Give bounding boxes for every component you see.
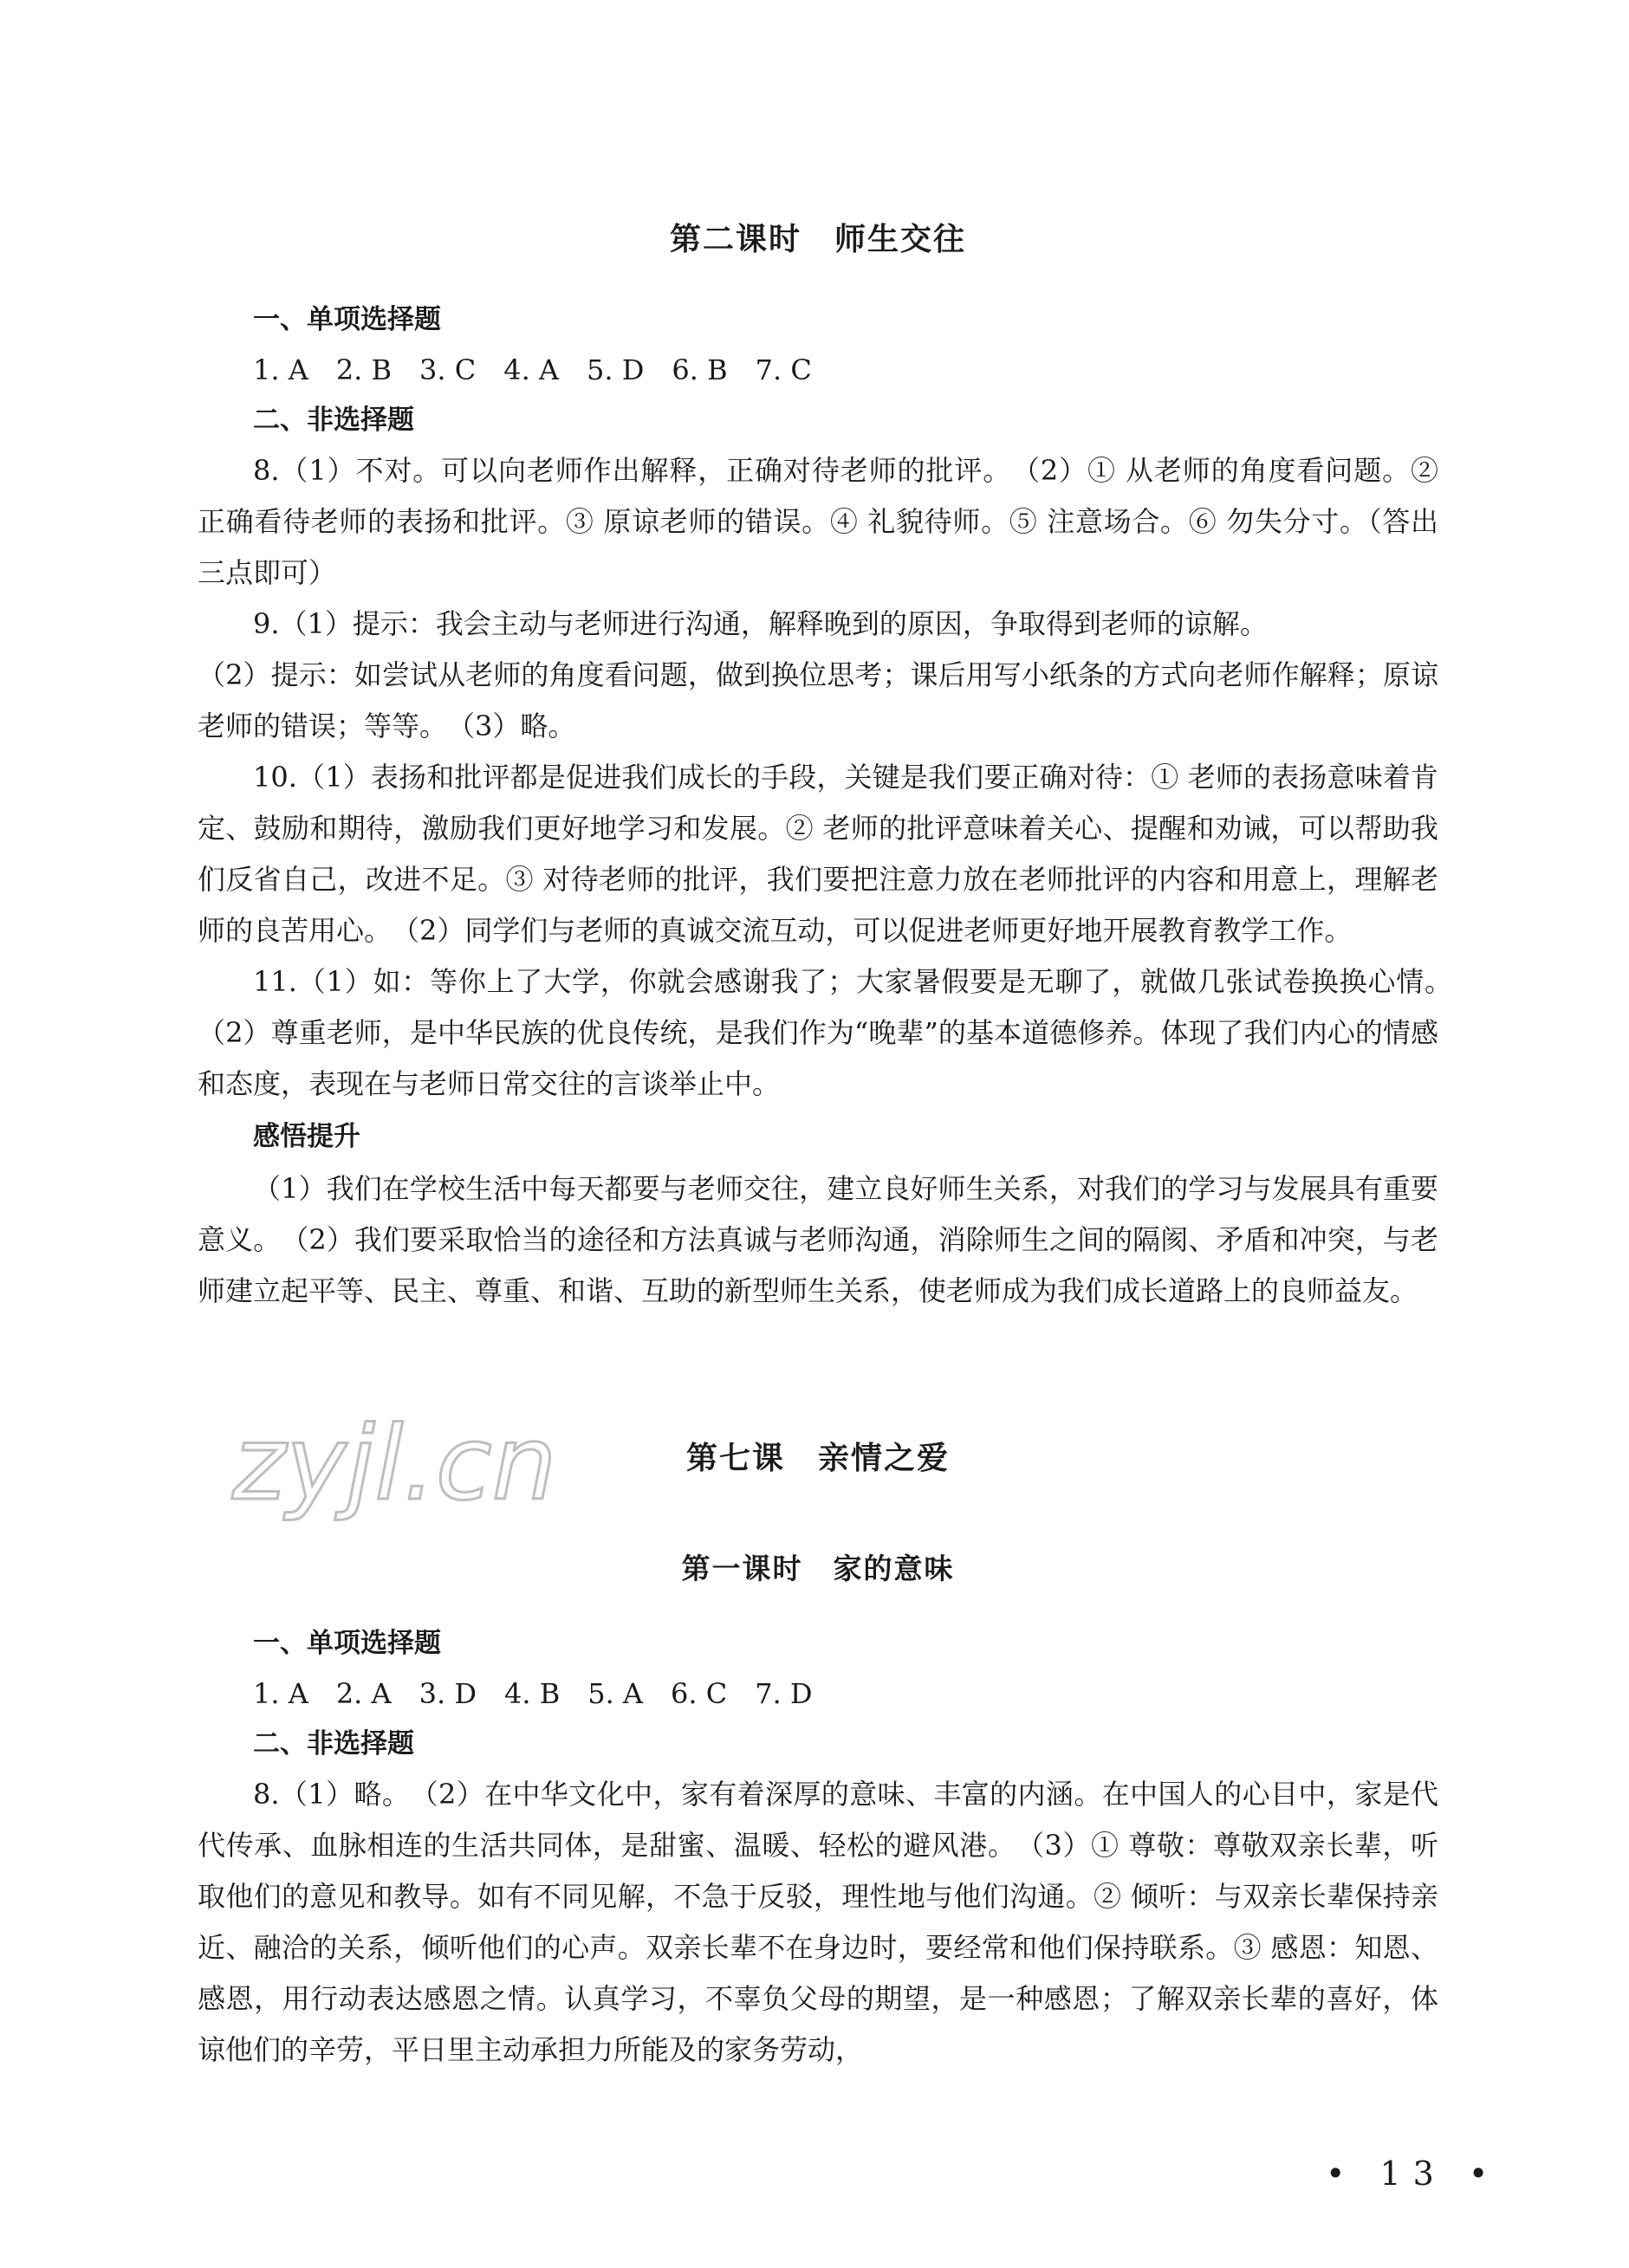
watermark-text: zyjl.cn <box>232 1403 557 1523</box>
single-choice-answers-2: 1. A 2. A 3. D 4. B 5. A 6. C 7. D <box>253 1677 813 1710</box>
answer-q10: 10.（1）表扬和批评都是促进我们成长的手段，关键是我们要正确对待：① 老师的表扬意味着肯定、鼓励和期待，激励我们更好地学习和发展。② 老师的批评意味着关心、提醒和劝诫，可以帮助我们反省自己，改进不足。③ 对待老师的批评，我们要把注意力放在老师批评的内容和用意上，理解老师的良苦用心。 （2）同学们与老师的真诚交流互动，可以促进老师更好地开展教育教学工作。 <box>198 761 1438 947</box>
lesson-section-title: 第二课时 师生交往 <box>669 222 966 257</box>
single-choice-heading: 一、单项选择题 <box>253 304 441 335</box>
answer-q9-part1: 9.（1）提示：我会主动与老师进行沟通，解释晚到的原因，争取得到老师的谅解。 <box>253 607 1268 640</box>
non-choice-heading: 二、非选择题 <box>253 405 414 436</box>
lesson-title: 第七课 亲情之爱 <box>685 1441 950 1476</box>
insight-heading: 感悟提升 <box>253 1121 360 1152</box>
answer-q8-2: 8.（1）略。 （2）在中华文化中，家有着深厚的意味、丰富的内涵。在中国人的心目中，家是代代传承、血脉相连的生活共同体，是甜蜜、温暖、轻松的避风港。 （3）① 尊敬：尊敬双亲长辈，听取他们的意见和教导。如有不同见解，不急于反驳，理性地与他们沟通。② 倾听：与双亲长辈保持亲近、融洽的关系，倾听他们的心声。双亲长辈不在身边时，要经常和他们保持联系。③ 感恩：知恩、感恩，用行动表达感恩之情。认真学习，不辜负父母的期望，是一种感恩；了解双亲长辈的喜好，体谅他们的辛劳，平日里主动承担力所能及的家务劳动， <box>198 1778 1438 2066</box>
answer-q11: 11.（1）如：等你上了大学，你就会感谢我了；大家暑假要是无聊了，就做几张试卷换换心情。 （2）尊重老师，是中华民族的优良传统，是我们作为“晚辈”的基本道德修养。体现了我们内心的情感和态度，表现在与老师日常交往的言谈举止中。 <box>198 965 1467 1100</box>
lesson-section-title-2: 第一课时 家的意味 <box>681 1552 955 1585</box>
non-choice-heading-2: 二、非选择题 <box>253 1728 414 1759</box>
single-choice-answers: 1. A 2. B 3. C 4. A 5. D 6. B 7. C <box>253 353 812 386</box>
single-choice-heading-2: 一、单项选择题 <box>253 1628 441 1659</box>
answer-q9-part2: （2）提示：如尝试从老师的角度看问题，做到换位思考；课后用写小纸条的方式向老师作解释；原谅老师的错误；等等。 （3）略。 <box>198 658 1438 742</box>
answer-q8: 8.（1）不对。可以向老师作出解释，正确对待老师的批评。 （2）① 从老师的角度看问题。② 正确看待老师的表扬和批评。③ 原谅老师的错误。④ 礼貌待师。⑤ 注意场合。⑥ 勿失分寸。（答出三点即可） <box>198 454 1438 589</box>
insight-paragraph: （1）我们在学校生活中每天都要与老师交往，建立良好师生关系，对我们的学习与发展具有重要意义。 （2）我们要采取恰当的途径和方法真诚与老师沟通，消除师生之间的隔阂、矛盾和冲突，与老师建立起平等、民主、尊重、和谐、互助的新型师生关系，使老师成为我们成长道路上的良师益友。 <box>198 1172 1438 1307</box>
page-number: • 13 • <box>1326 2155 1501 2193</box>
